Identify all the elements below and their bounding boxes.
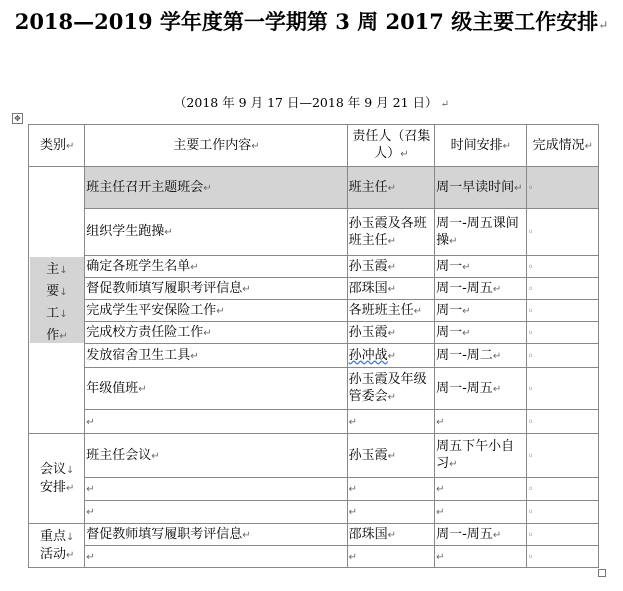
header-category: 类别↵ <box>29 125 85 167</box>
time-cell[interactable]: ↵ <box>435 501 526 524</box>
paragraph-mark-icon: ↵ <box>598 18 609 32</box>
table-row[interactable] <box>29 368 599 410</box>
owner-cell[interactable]: 孙冲战↵ <box>347 344 434 368</box>
status-cell[interactable]: ◦ <box>526 546 598 568</box>
owner-cell[interactable]: ↵ <box>347 410 434 434</box>
table-row[interactable] <box>29 256 599 278</box>
work-content-cell[interactable]: ↵ <box>85 501 347 524</box>
work-content-cell[interactable]: 班主任会议↵ <box>85 434 347 478</box>
owner-cell[interactable]: ↵ <box>347 546 434 568</box>
owner-cell[interactable]: 邵珠国↵ <box>347 524 434 546</box>
time-cell[interactable]: 周一-周五↵ <box>435 278 526 300</box>
work-content-cell[interactable]: 完成学生平安保险工作↵ <box>85 300 347 322</box>
schedule-table <box>28 124 599 568</box>
header-time: 时间安排↵ <box>435 125 526 167</box>
table-row[interactable] <box>29 300 599 322</box>
time-cell[interactable]: ↵ <box>435 478 526 501</box>
time-cell[interactable]: 周一↵ <box>435 322 526 344</box>
work-content-cell[interactable]: 督促教师填写履职考评信息↵ <box>85 278 347 300</box>
owner-cell[interactable]: 孙玉霞↵ <box>347 434 434 478</box>
status-cell[interactable]: ◦ <box>526 167 598 209</box>
status-cell[interactable]: ◦ <box>526 434 598 478</box>
category-cell-key-activities: 重点↓ 活动↵ <box>29 524 85 568</box>
paragraph-mark-icon: ↵ <box>437 99 450 110</box>
status-cell[interactable]: ◦ <box>526 344 598 368</box>
header-status: 完成情况↵ <box>526 125 598 167</box>
table-row[interactable] <box>29 524 599 546</box>
status-cell[interactable]: ◦ <box>526 410 598 434</box>
table-move-handle-icon[interactable]: ✥ <box>12 113 23 124</box>
owner-cell[interactable]: 孙玉霞↵ <box>347 256 434 278</box>
time-cell[interactable]: 周一-周五↵ <box>435 368 526 410</box>
work-content-cell[interactable]: ↵ <box>85 546 347 568</box>
status-cell[interactable]: ◦ <box>526 501 598 524</box>
status-cell[interactable]: ◦ <box>526 322 598 344</box>
status-cell[interactable]: ◦ <box>526 300 598 322</box>
date-range <box>0 93 623 111</box>
date-range-text: （2018 年 9 月 17 日—2018 年 9 月 21 日） <box>173 95 438 110</box>
work-content-cell[interactable]: ↵ <box>85 410 347 434</box>
document-title <box>0 6 623 41</box>
table-row[interactable] <box>29 209 599 256</box>
time-cell[interactable]: 周一早读时间↵ <box>435 167 526 209</box>
status-cell[interactable]: ◦ <box>526 478 598 501</box>
table-row[interactable] <box>29 501 599 524</box>
table-row[interactable] <box>29 167 599 209</box>
status-cell[interactable]: ◦ <box>526 278 598 300</box>
status-cell[interactable]: ◦ <box>526 256 598 278</box>
title-text: 2018—2019 学年度第一学期第 3 周 2017 级主要工作安排 <box>14 9 599 34</box>
category-cell-main-work <box>29 167 85 434</box>
work-content-cell[interactable]: 完成校方责任险工作↵ <box>85 322 347 344</box>
status-cell[interactable]: ◦ <box>526 368 598 410</box>
table-row[interactable] <box>29 344 599 368</box>
header-owner: 责任人（召集人）↵ <box>347 125 434 167</box>
header-content: 主要工作内容↵ <box>85 125 347 167</box>
category-cell-meetings: 会议↓ 安排↵ <box>29 434 85 524</box>
owner-cell[interactable]: 孙玉霞↵ <box>347 322 434 344</box>
owner-cell[interactable]: 邵珠国↵ <box>347 278 434 300</box>
owner-cell[interactable]: 班主任↵ <box>347 167 434 209</box>
table-resize-handle-icon[interactable] <box>598 569 606 577</box>
table-row[interactable] <box>29 322 599 344</box>
work-content-cell[interactable]: 发放宿舍卫生工具↵ <box>85 344 347 368</box>
category-label-main-work: 主↓ 要↓ 工↓ 作↵ <box>30 257 84 343</box>
work-content-cell[interactable]: 班主任召开主题班会↵ <box>85 167 347 209</box>
table-row[interactable] <box>29 434 599 478</box>
table-row[interactable] <box>29 278 599 300</box>
time-cell[interactable]: 周五下午小自习↵ <box>435 434 526 478</box>
table-row[interactable] <box>29 546 599 568</box>
table-row[interactable] <box>29 478 599 501</box>
owner-cell[interactable]: 孙玉霞及各班班主任↵ <box>347 209 434 256</box>
work-content-cell[interactable]: 年级值班↵ <box>85 368 347 410</box>
status-cell[interactable]: ◦ <box>526 524 598 546</box>
time-cell[interactable]: ↵ <box>435 410 526 434</box>
owner-cell[interactable]: 各班班主任↵ <box>347 300 434 322</box>
time-cell[interactable]: 周一↵ <box>435 300 526 322</box>
work-content-cell[interactable]: ↵ <box>85 478 347 501</box>
owner-cell[interactable]: 孙玉霞及年级管委会↵ <box>347 368 434 410</box>
owner-cell[interactable]: ↵ <box>347 478 434 501</box>
time-cell[interactable]: 周一-周五课间操↵ <box>435 209 526 256</box>
work-content-cell[interactable]: 确定各班学生名单↵ <box>85 256 347 278</box>
time-cell[interactable]: 周一-周二↵ <box>435 344 526 368</box>
spellcheck-name: 孙冲战 <box>348 347 388 363</box>
owner-cell[interactable]: ↵ <box>347 501 434 524</box>
status-cell[interactable]: ◦ <box>526 209 598 256</box>
time-cell[interactable]: 周一↵ <box>435 256 526 278</box>
work-content-cell[interactable]: 督促教师填写履职考评信息↵ <box>85 524 347 546</box>
time-cell[interactable]: 周一-周五↵ <box>435 524 526 546</box>
table-header-row <box>29 125 599 167</box>
time-cell[interactable]: ↵ <box>435 546 526 568</box>
work-content-cell[interactable]: 组织学生跑操↵ <box>85 209 347 256</box>
table-row[interactable] <box>29 410 599 434</box>
